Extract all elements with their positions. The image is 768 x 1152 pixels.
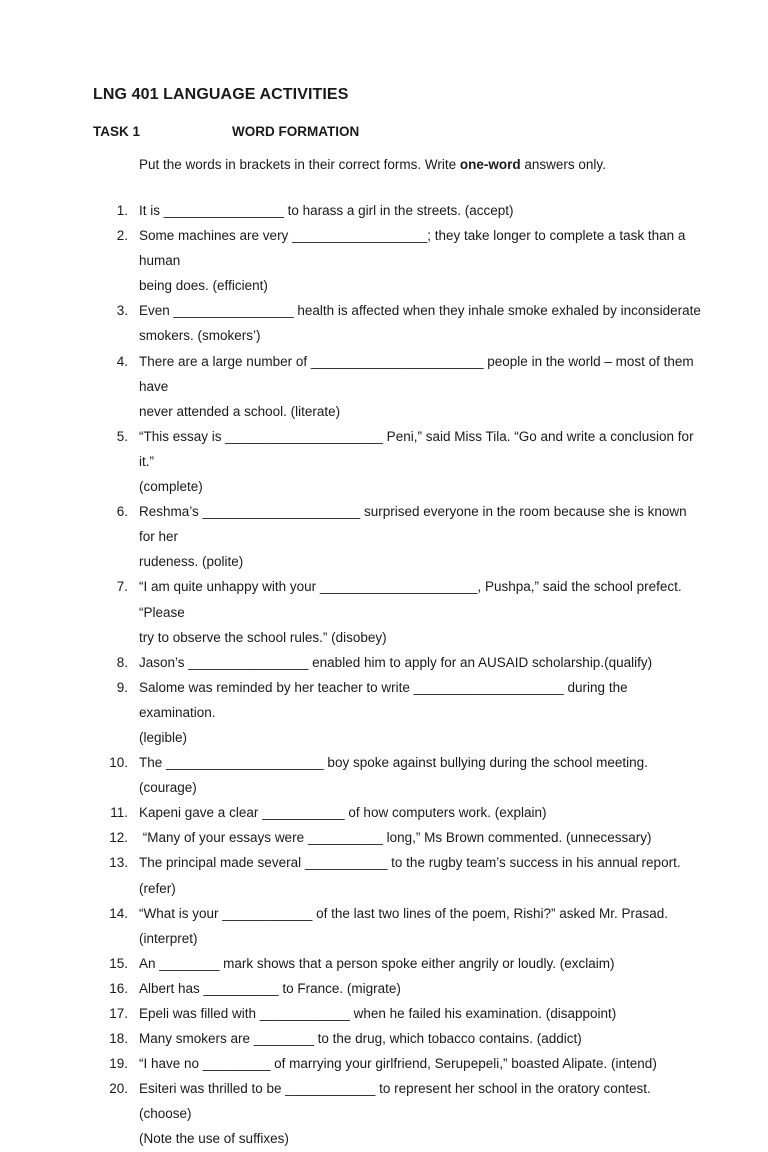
question-number: 4.: [116, 353, 128, 369]
question-number: 13.: [109, 855, 128, 871]
question-number: 6.: [116, 504, 128, 520]
question-item: [0, 675, 768, 750]
instructions-text-end: answers only.: [520, 157, 606, 172]
question-number: 17.: [109, 1006, 128, 1021]
question-text-continued: rudeness. (polite): [139, 554, 244, 570]
question-item: [0, 1001, 768, 1026]
question-text: The _____________________ boy spoke against bullying during the school meeting. (courage): [139, 755, 652, 796]
question-text: “I am quite unhappy with your _____________________, Pushpa,” said the school prefect. “Please: [139, 579, 686, 620]
question-text: “I have no _________ of marrying your girlfriend, Serupepeli,” boasted Alipate. (intend): [139, 1056, 657, 1072]
question-text: Salome was reminded by her teacher to write ____________________ during the examination.: [139, 679, 632, 720]
question-text: “What is your ____________ of the last two lines of the poem, Rishi?” asked Mr. Prasad. (interpret): [139, 905, 672, 946]
question-item: [0, 750, 768, 800]
question-number: 8.: [116, 654, 128, 670]
question-text-continued: smokers. (smokers’): [139, 328, 261, 344]
question-text: Some machines are very __________________; they take longer to complete a task than a human: [139, 228, 690, 269]
question-text: There are a large number of _______________________ people in the world – most of them have: [139, 353, 698, 394]
question-item: [0, 650, 768, 675]
question-item: [0, 901, 768, 951]
question-item: [0, 574, 768, 649]
question-item: [0, 1051, 768, 1076]
question-number: 19.: [109, 1056, 128, 1072]
question-item: [0, 424, 768, 499]
question-item: [0, 825, 768, 850]
question-number: 5.: [116, 428, 128, 444]
question-number: 7.: [116, 579, 128, 595]
question-text: Kapeni gave a clear ___________ of how computers work. (explain): [139, 805, 547, 821]
task-name: WORD FORMATION: [232, 124, 360, 139]
question-text-continued: never attended a school. (literate): [139, 403, 341, 419]
question-number: 20.: [109, 1081, 128, 1097]
question-number: 18.: [109, 1031, 128, 1047]
instructions: [139, 157, 606, 172]
question-text: “Many of your essays were __________ long,” Ms Brown commented. (unnecessary): [139, 830, 652, 846]
instructions-text: Put the words in brackets in their correct forms. Write: [139, 157, 460, 172]
question-text: Esiteri was thrilled to be ____________ to represent her school in the oratory contest. (choose): [139, 1081, 655, 1122]
question-number: 1.: [116, 203, 128, 218]
question-text: Epeli was filled with ____________ when he failed his examination. (disappoint): [139, 1006, 617, 1021]
document-title: LNG 401 LANGUAGE ACTIVITIES: [93, 86, 349, 103]
question-text-continued: being does. (efficient): [139, 278, 268, 294]
question-text-continued: try to observe the school rules.” (disobey): [139, 629, 387, 645]
question-text: Even ________________ health is affected when they inhale smoke exhaled by inconsiderate: [139, 303, 701, 319]
question-item: [0, 499, 768, 574]
question-text: Jason’s ________________ enabled him to apply for an AUSAID scholarship.(qualify): [139, 654, 653, 670]
question-text: It is ________________ to harass a girl in the streets. (accept): [139, 203, 514, 218]
question-text-continued: (Note the use of suffixes): [139, 1131, 289, 1147]
question-item: [0, 951, 768, 976]
question-text: Reshma’s _____________________ surprised everyone in the room because she is known for her: [139, 504, 691, 545]
question-text: An ________ mark shows that a person spoke either angrily or loudly. (exclaim): [139, 955, 615, 971]
task-label: TASK 1: [93, 124, 141, 139]
question-text: Many smokers are ________ to the drug, which tobacco contains. (addict): [139, 1031, 582, 1047]
question-number: 15.: [109, 955, 128, 971]
question-item: [0, 223, 768, 298]
question-number: 2.: [116, 228, 128, 244]
question-number: 12.: [109, 830, 128, 846]
question-item: [0, 349, 768, 424]
instructions-emphasis: one-word: [459, 157, 521, 172]
question-number: 3.: [116, 303, 128, 319]
question-number: 16.: [109, 980, 128, 996]
question-item: [0, 850, 768, 900]
question-text: “This essay is _____________________ Peni,” said Miss Tila. “Go and write a conclusion for it.”: [139, 428, 698, 469]
question-item: [0, 198, 768, 223]
question-item: [0, 1026, 768, 1051]
question-item: [0, 298, 768, 348]
question-text-continued: (complete): [139, 479, 203, 495]
question-item: [0, 1076, 768, 1151]
question-text-continued: (legible): [139, 729, 188, 745]
question-number: 10.: [109, 755, 128, 771]
question-item: [0, 976, 768, 1001]
question-list: [0, 198, 768, 1152]
question-number: 14.: [109, 905, 128, 921]
question-text: Albert has __________ to France. (migrate): [139, 980, 401, 996]
question-text: The principal made several ___________ to the rugby team’s success in his annual report. (refer): [139, 855, 685, 896]
question-number: 9.: [116, 679, 128, 695]
question-item: [0, 800, 768, 825]
question-number: 11.: [110, 805, 128, 821]
